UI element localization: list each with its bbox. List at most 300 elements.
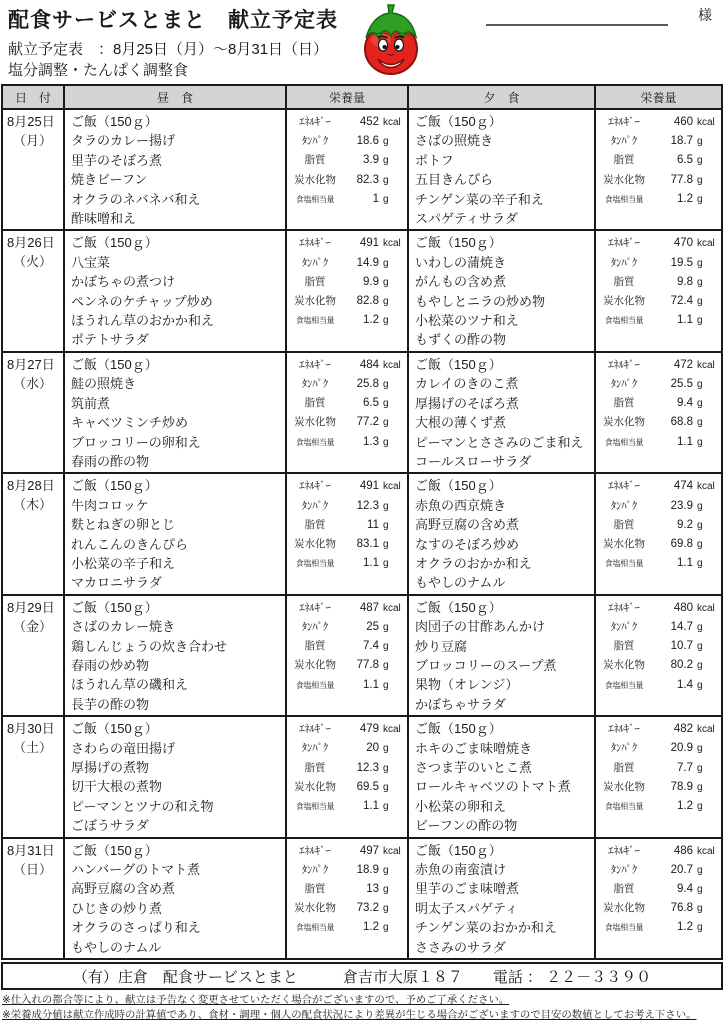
nutrition-label: 脂質 <box>304 761 326 774</box>
diet-type-label: 塩分調整・たんぱく調整食 <box>8 62 189 79</box>
nutrition-unit: g <box>383 436 389 448</box>
menu-item: ご飯（150ｇ） <box>415 114 502 129</box>
menu-item: ロールキャベツのトマト煮 <box>415 779 571 795</box>
nutrition-label: 炭水化物 <box>294 416 336 429</box>
nutrition-label: 食塩相当量 <box>604 680 644 690</box>
menu-item: 牛肉コロッケ <box>71 497 149 513</box>
nutrition-value: 13 <box>366 883 379 896</box>
menu-item: ホキのごま味噌焼き <box>415 740 533 756</box>
nutrition-value: 12.3 <box>356 761 379 774</box>
nutrition-unit: kcal <box>697 117 715 128</box>
nutrition-unit: g <box>697 315 703 327</box>
nutrition-unit: g <box>697 174 703 186</box>
nutrition-value: 482 <box>673 723 693 736</box>
nutrition-line <box>596 599 721 618</box>
nutrition-label: ﾀﾝﾊﾟｸ <box>301 135 329 148</box>
nutrition-value: 82.8 <box>356 295 379 308</box>
nutrition-line <box>596 234 721 253</box>
nutrition-value: 14.9 <box>356 256 379 269</box>
nutrition-value: 470 <box>673 237 693 250</box>
date-cell <box>3 596 65 715</box>
nutrition-line <box>596 477 721 496</box>
nutrition-line <box>596 356 721 375</box>
menu-item: ピーマンとささみのごま和え <box>415 434 584 450</box>
nutrition-value: 9.8 <box>677 275 693 288</box>
nutrition-label: ｴﾈﾙｷﾞｰ <box>608 116 640 128</box>
nutrition-label: ﾀﾝﾊﾟｸ <box>610 499 638 512</box>
day-row <box>3 715 721 836</box>
nutrition-value: 23.9 <box>670 499 693 512</box>
nutrition-line <box>287 234 407 253</box>
nutrition-unit: g <box>697 660 703 672</box>
nutrition-value: 25.5 <box>670 378 693 391</box>
nutrition-line <box>596 254 721 273</box>
nutrition-label: 食塩相当量 <box>604 194 644 204</box>
nutrition-unit: g <box>697 641 703 653</box>
day-row <box>3 837 721 958</box>
lunch-nutrition-cell <box>287 110 409 229</box>
nutrition-unit: g <box>383 743 389 755</box>
nutrition-unit: g <box>697 743 703 755</box>
nutrition-line <box>596 720 721 739</box>
nutrition-unit: g <box>697 500 703 512</box>
nutrition-label: ﾀﾝﾊﾟｸ <box>301 742 329 755</box>
nutrition-value: 1.2 <box>677 921 693 934</box>
menu-item: 里芋のごま味噌煮 <box>415 881 520 897</box>
nutrition-unit: g <box>697 884 703 896</box>
nutrition-label: 食塩相当量 <box>604 316 644 326</box>
menu-item: ブロッコリーの卵和え <box>71 434 201 450</box>
nutrition-value: 479 <box>359 723 379 736</box>
nutrition-line <box>287 254 407 273</box>
nutrition-line <box>287 880 407 899</box>
nutrition-unit: g <box>697 538 703 550</box>
nutrition-unit: kcal <box>383 481 401 493</box>
dinner-menu-cell <box>409 353 596 472</box>
menu-item: 鶏しんじょうの炊き合わせ <box>71 638 228 654</box>
nutrition-value: 76.8 <box>670 902 693 915</box>
nutrition-label: 食塩相当量 <box>295 559 335 569</box>
nutrition-line <box>287 113 407 132</box>
nutrition-unit: g <box>383 922 389 934</box>
nutrition-unit: g <box>383 500 389 512</box>
nutrition-label: ﾀﾝﾊﾟｸ <box>610 742 638 755</box>
nutrition-value: 77.8 <box>356 659 379 672</box>
nutrition-label: 炭水化物 <box>294 173 336 186</box>
menu-item: 小松菜の卵和え <box>415 798 507 814</box>
date-label: 8月27日 <box>7 356 55 372</box>
nutrition-line <box>596 899 721 918</box>
menu-item: ポテトサラダ <box>71 332 149 348</box>
nutrition-label: 脂質 <box>613 761 635 774</box>
date-cell <box>3 474 65 593</box>
nutrition-value: 1.1 <box>363 678 379 691</box>
nutrition-value: 480 <box>673 601 693 614</box>
menu-item: キャベツミンチ炒め <box>71 415 189 431</box>
menu-item: ブロッコリーのスープ煮 <box>415 657 557 673</box>
menu-item: ご飯（150ｇ） <box>71 478 158 494</box>
nutrition-label: ｴﾈﾙｷﾞｰ <box>608 358 640 371</box>
weekday-label: （月） <box>13 133 53 148</box>
date-cell <box>3 231 65 350</box>
menu-item: もずくの酢の物 <box>415 332 507 348</box>
nutrition-label: 食塩相当量 <box>295 437 335 447</box>
nutrition-label: 脂質 <box>613 518 635 531</box>
nutrition-unit: g <box>383 193 389 205</box>
nutrition-line <box>596 516 721 535</box>
nutrition-value: 1.2 <box>677 800 693 812</box>
nutrition-label: ﾀﾝﾊﾟｸ <box>610 135 638 148</box>
dinner-nutrition-cell <box>596 231 721 350</box>
column-header-lunch-nutrition: 栄養量 <box>287 86 409 108</box>
nutrition-label: 脂質 <box>613 397 635 410</box>
dinner-nutrition-cell <box>596 596 721 715</box>
dinner-menu-cell <box>409 596 596 715</box>
nutrition-unit: kcal <box>383 602 401 614</box>
dinner-menu-cell <box>409 717 596 836</box>
menu-item: オクラのおかか和え <box>415 555 532 571</box>
nutrition-line <box>596 759 721 778</box>
menu-item: 長芋の酢の物 <box>71 696 150 712</box>
nutrition-line <box>287 676 407 695</box>
nutrition-line <box>287 599 407 618</box>
nutrition-label: 脂質 <box>613 154 635 167</box>
nutrition-label: 炭水化物 <box>603 173 645 186</box>
lunch-menu-cell <box>65 353 287 472</box>
nutrition-value: 18.7 <box>670 135 693 148</box>
menu-item: 鮭の照焼き <box>71 376 137 392</box>
lunch-nutrition-cell <box>287 839 409 958</box>
nutrition-value: 25.8 <box>356 378 379 391</box>
nutrition-label: 炭水化物 <box>603 780 645 793</box>
nutrition-line <box>287 311 407 330</box>
nutrition-line <box>596 273 721 292</box>
nutrition-unit: g <box>383 781 389 793</box>
menu-item: 肉団子の甘酢あんかけ <box>415 619 546 635</box>
nutrition-value: 20 <box>366 742 379 755</box>
menu-item: 春雨の酢の物 <box>71 453 150 469</box>
lunch-nutrition-cell <box>287 474 409 593</box>
nutrition-label: 炭水化物 <box>294 537 336 550</box>
nutrition-value: 472 <box>673 358 693 371</box>
nutrition-line <box>287 413 407 432</box>
nutrition-value: 19.5 <box>670 256 693 269</box>
menu-item: 明太子スパゲティ <box>415 900 518 916</box>
nutrition-value: 14.7 <box>670 620 693 633</box>
menu-item: さばのカレー焼き <box>71 619 176 635</box>
nutrition-unit: kcal <box>383 359 401 371</box>
nutrition-unit: g <box>697 296 703 308</box>
nutrition-line <box>596 676 721 695</box>
menu-item: 厚揚げのそぼろ煮 <box>415 395 520 411</box>
nutrition-label: 炭水化物 <box>294 295 336 308</box>
nutrition-unit: g <box>697 379 703 391</box>
nutrition-label: 食塩相当量 <box>295 680 335 690</box>
lunch-menu-cell <box>65 474 287 593</box>
menu-item: もやしのナムル <box>71 939 162 955</box>
nutrition-line <box>287 759 407 778</box>
nutrition-label: ﾀﾝﾊﾟｸ <box>610 256 638 269</box>
nutrition-value: 7.7 <box>677 761 693 774</box>
nutrition-line <box>287 516 407 535</box>
nutrition-line <box>596 842 721 861</box>
nutrition-label: 食塩相当量 <box>295 923 335 933</box>
nutrition-line <box>596 171 721 190</box>
nutrition-value: 68.8 <box>670 416 693 429</box>
week-range-label: 献立予定表 ：8月25日（月）～8月31日（日） <box>8 41 329 58</box>
nutrition-line <box>287 171 407 190</box>
nutrition-line <box>287 535 407 554</box>
nutrition-value: 12.3 <box>356 499 379 512</box>
nutrition-value: 1.3 <box>363 435 379 448</box>
nutrition-value: 82.3 <box>356 173 379 186</box>
date-label: 8月28日 <box>7 478 55 494</box>
menu-item: ご飯（150ｇ） <box>71 114 158 129</box>
menu-item: オクラのネバネバ和え <box>71 191 201 207</box>
nutrition-label: 脂質 <box>304 640 326 653</box>
lunch-nutrition-cell <box>287 596 409 715</box>
nutrition-value: 83.1 <box>356 537 379 550</box>
lunch-menu-cell <box>65 839 287 958</box>
recipient-name-line <box>486 8 668 26</box>
menu-item: いわしの蒲焼き <box>415 254 507 270</box>
menu-item: 春雨の炒め物 <box>71 657 150 673</box>
weekday-label: （土） <box>13 740 53 756</box>
nutrition-line <box>596 918 721 937</box>
nutrition-line <box>596 535 721 554</box>
nutrition-unit: g <box>697 679 703 691</box>
nutrition-label: ﾀﾝﾊﾟｸ <box>301 256 329 269</box>
table-header-row <box>3 86 721 110</box>
nutrition-line <box>287 739 407 758</box>
recipient-honorific: 様 <box>698 7 712 23</box>
nutrition-label: 食塩相当量 <box>604 802 644 811</box>
nutrition-unit: kcal <box>697 481 715 493</box>
nutrition-unit: g <box>383 558 389 570</box>
nutrition-value: 11 <box>367 518 379 531</box>
menu-item: ささみのサラダ <box>415 939 506 955</box>
nutrition-value: 1.4 <box>677 678 693 691</box>
nutrition-value: 20.7 <box>670 863 693 876</box>
nutrition-unit: g <box>383 296 389 308</box>
nutrition-label: 炭水化物 <box>603 416 645 429</box>
date-label: 8月31日 <box>7 842 55 858</box>
menu-item: スパゲティサラダ <box>415 211 518 227</box>
nutrition-unit: g <box>383 315 389 327</box>
nutrition-value: 452 <box>359 116 379 128</box>
nutrition-line <box>596 433 721 452</box>
nutrition-line <box>596 375 721 394</box>
nutrition-unit: g <box>383 641 389 653</box>
menu-item: ごぼうサラダ <box>71 818 149 834</box>
nutrition-line <box>596 861 721 880</box>
nutrition-line <box>287 477 407 496</box>
nutrition-value: 484 <box>359 358 379 371</box>
date-label: 8月29日 <box>7 599 55 615</box>
lunch-nutrition-cell <box>287 717 409 836</box>
menu-item: カレイのきのこ煮 <box>415 376 519 392</box>
nutrition-label: ﾀﾝﾊﾟｸ <box>301 378 329 391</box>
menu-item: コールスローサラダ <box>415 453 532 469</box>
nutrition-value: 491 <box>359 237 379 250</box>
nutrition-unit: g <box>383 136 389 148</box>
menu-item: 炒り豆腐 <box>415 638 468 654</box>
nutrition-value: 78.9 <box>670 780 693 793</box>
nutrition-label: 脂質 <box>613 640 635 653</box>
date-cell <box>3 717 65 836</box>
nutrition-value: 1.2 <box>363 314 379 327</box>
nutrition-label: 脂質 <box>304 518 326 531</box>
nutrition-unit: g <box>383 519 389 531</box>
weekday-label: （水） <box>13 375 53 391</box>
nutrition-line <box>596 739 721 758</box>
nutrition-value: 487 <box>359 601 379 614</box>
menu-item: 小松菜の辛子和え <box>71 555 176 571</box>
nutrition-line <box>287 132 407 151</box>
nutrition-unit: g <box>383 884 389 896</box>
menu-item: なすのそぼろ炒め <box>415 536 520 552</box>
nutrition-unit: g <box>383 801 389 812</box>
nutrition-unit: g <box>697 136 703 148</box>
menu-item: ピーマンとツナの和え物 <box>71 798 214 814</box>
nutrition-unit: g <box>697 417 703 429</box>
dinner-nutrition-cell <box>596 353 721 472</box>
nutrition-value: 69.5 <box>356 780 379 793</box>
menu-item: ご飯（150ｇ） <box>71 356 158 372</box>
nutrition-label: 脂質 <box>613 883 635 896</box>
column-header-lunch: 昼 食 <box>65 86 287 108</box>
menu-item: さばの照焼き <box>415 133 494 149</box>
nutrition-line <box>287 554 407 573</box>
column-header-dinner: 夕 食 <box>409 86 596 108</box>
lunch-nutrition-cell <box>287 231 409 350</box>
nutrition-label: 食塩相当量 <box>604 559 644 569</box>
nutrition-label: ﾀﾝﾊﾟｸ <box>610 378 638 391</box>
dinner-menu-cell <box>409 839 596 958</box>
weekday-label: （火） <box>13 254 53 270</box>
nutrition-line <box>287 720 407 739</box>
nutrition-value: 6.5 <box>677 154 693 167</box>
nutrition-line <box>596 778 721 797</box>
date-label: 8月26日 <box>7 235 55 251</box>
nutrition-label: 食塩相当量 <box>604 437 644 447</box>
nutrition-line <box>287 273 407 292</box>
nutrition-value: 1.1 <box>677 557 693 570</box>
menu-item: かぼちゃサラダ <box>415 696 506 712</box>
nutrition-unit: kcal <box>697 845 715 857</box>
nutrition-unit: g <box>383 621 389 633</box>
menu-item: 麩とねぎの卵とじ <box>71 517 176 533</box>
dinner-nutrition-cell <box>596 474 721 593</box>
nutrition-label: 食塩相当量 <box>295 802 335 811</box>
nutrition-unit: kcal <box>697 238 715 250</box>
nutrition-label: ｴﾈﾙｷﾞｰ <box>299 358 331 371</box>
nutrition-value: 497 <box>359 844 379 857</box>
nutrition-unit: g <box>697 922 703 934</box>
menu-item: ご飯（150ｇ） <box>71 842 158 858</box>
nutrition-line <box>596 292 721 311</box>
nutrition-label: 炭水化物 <box>603 537 645 550</box>
menu-item: れんこんのきんぴら <box>71 536 189 552</box>
nutrition-value: 7.4 <box>363 640 379 653</box>
nutrition-label: ｴﾈﾙｷﾞｰ <box>299 844 331 857</box>
nutrition-unit: kcal <box>383 724 401 736</box>
nutrition-value: 3.9 <box>363 154 379 167</box>
lunch-nutrition-cell <box>287 353 409 472</box>
nutrition-value: 491 <box>359 480 379 493</box>
menu-item: ご飯（150ｇ） <box>71 235 158 251</box>
nutrition-unit: g <box>697 257 703 269</box>
nutrition-value: 1.1 <box>677 435 693 448</box>
nutrition-unit: g <box>383 276 389 288</box>
weekday-label: （金） <box>13 618 53 634</box>
menu-item: ハンバーグのトマト煮 <box>71 862 201 878</box>
nutrition-line <box>596 880 721 899</box>
menu-item: もやしのナムル <box>415 575 506 591</box>
weekday-label: （木） <box>13 497 53 513</box>
note-nutrition-estimate: ※栄養成分値は献立作成時の計算値であり、食材・調理・個人の配食状況により差異が生じる場合がございますので目安の数値としてお考え下さい。 <box>2 1010 697 1021</box>
nutrition-label: ﾀﾝﾊﾟｸ <box>301 863 329 876</box>
nutrition-label: 炭水化物 <box>294 780 336 793</box>
menu-item: 焼きビーフン <box>71 172 148 188</box>
nutrition-unit: g <box>383 660 389 672</box>
menu-item: 赤魚の南蛮漬け <box>415 862 507 878</box>
menu-item: 酢味噌和え <box>71 211 137 227</box>
nutrition-unit: g <box>383 257 389 269</box>
menu-item: ひじきの炒り煮 <box>71 900 163 916</box>
nutrition-unit: kcal <box>697 724 715 736</box>
nutrition-label: ｴﾈﾙｷﾞｰ <box>299 723 331 736</box>
dinner-menu-cell <box>409 474 596 593</box>
tomato-mascot-icon <box>358 2 424 78</box>
nutrition-line <box>596 656 721 675</box>
menu-item: 切干大根の煮物 <box>71 779 163 795</box>
nutrition-unit: g <box>383 398 389 410</box>
note-menu-change: ※仕入れの都合等により、献立は予告なく変更させていただく場合がございますので、予めご了承ください。 <box>2 995 510 1006</box>
nutrition-unit: g <box>697 621 703 633</box>
nutrition-line <box>596 554 721 573</box>
nutrition-value: 1.1 <box>363 557 379 570</box>
nutrition-value: 1.1 <box>363 800 379 812</box>
nutrition-line <box>596 394 721 413</box>
menu-item: 小松菜のツナ和え <box>415 313 519 329</box>
nutrition-line <box>287 394 407 413</box>
nutrition-value: 6.5 <box>363 397 379 410</box>
nutrition-label: ｴﾈﾙｷﾞｰ <box>608 723 640 736</box>
nutrition-line <box>287 899 407 918</box>
nutrition-label: ﾀﾝﾊﾟｸ <box>610 863 638 876</box>
nutrition-line <box>287 797 407 816</box>
menu-item: ご飯（150ｇ） <box>415 356 502 372</box>
nutrition-line <box>287 151 407 170</box>
nutrition-label: 脂質 <box>304 883 326 896</box>
menu-item: 赤魚の西京焼き <box>415 497 507 513</box>
dinner-nutrition-cell <box>596 839 721 958</box>
nutrition-line <box>287 497 407 516</box>
nutrition-label: ﾀﾝﾊﾟｸ <box>301 499 329 512</box>
nutrition-value: 1.1 <box>677 314 693 327</box>
menu-item: 八宝菜 <box>71 254 111 270</box>
menu-item: もやしとニラの炒め物 <box>415 293 546 309</box>
lunch-menu-cell <box>65 717 287 836</box>
dinner-menu-cell <box>409 110 596 229</box>
nutrition-line <box>287 778 407 797</box>
day-row <box>3 351 721 472</box>
nutrition-label: 食塩相当量 <box>295 194 335 204</box>
nutrition-unit: g <box>697 903 703 915</box>
lunch-menu-cell <box>65 596 287 715</box>
nutrition-value: 9.4 <box>677 397 693 410</box>
